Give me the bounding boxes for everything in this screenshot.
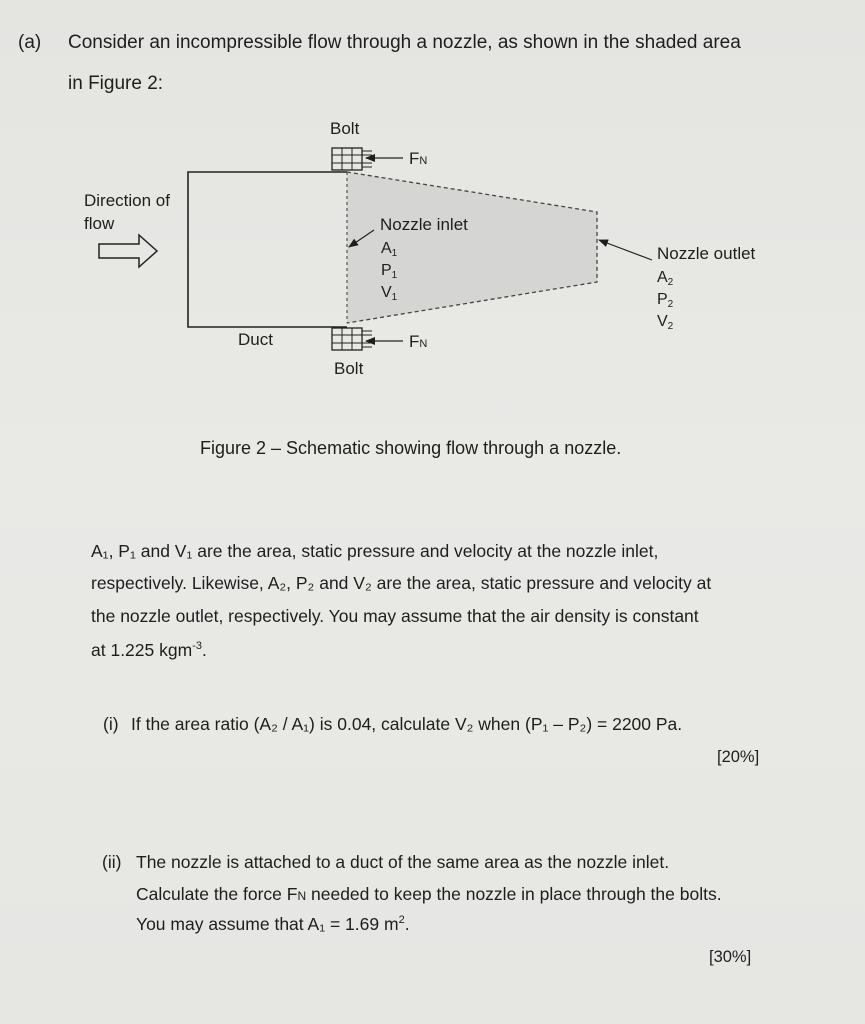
figure-caption: Figure 2 – Schematic showing flow through a nozzle. — [200, 438, 622, 458]
inlet-velocity-label: V1 — [381, 284, 398, 303]
paragraph-line1: A₁, P₁ and V₁ are the area, static pressure and velocity at the nozzle inlet, — [91, 541, 659, 561]
part-ii-line2-rest: needed to keep the nozzle in place through the bolts. — [306, 884, 722, 904]
paragraph-line3: the nozzle outlet, respectively. You may assume that the air density is constant — [91, 606, 699, 626]
part-i-marks: [20%] — [717, 748, 760, 766]
bolt-top-icon — [332, 148, 372, 170]
outlet-pressure-label: P2 — [657, 291, 674, 310]
bolt-top-label: Bolt — [330, 119, 360, 138]
bolt-bottom-icon — [332, 328, 372, 350]
paragraph-density-text: at 1.225 kgm — [91, 640, 193, 660]
nozzle-outlet-label: Nozzle outlet — [657, 244, 756, 263]
nozzle-schematic — [0, 0, 865, 430]
part-ii-line1: The nozzle is attached to a duct of the same area as the nozzle inlet. — [136, 852, 670, 872]
part-ii-label: (ii) — [102, 852, 122, 872]
direction-label-line2: flow — [84, 214, 115, 233]
paragraph-line4 — [91, 640, 207, 661]
inlet-area-label: A1 — [381, 240, 398, 259]
density-unit-exponent: -3 — [192, 640, 202, 653]
outlet-area-label: A2 — [657, 269, 674, 288]
part-ii-line3 — [136, 914, 410, 935]
outlet-pointer-arrow — [599, 240, 652, 260]
question-text-line1: Consider an incompressible flow through a nozzle, as shown in the shaded area — [68, 32, 741, 53]
part-i-text: If the area ratio (A₂ / A₁) is 0.04, calculate V₂ when (P₁ – P₂) = 2200 Pa. — [131, 714, 683, 734]
paragraph-period: . — [201, 640, 207, 660]
bolt-bottom-label: Bolt — [334, 359, 364, 378]
part-ii-line3-text: You may assume that A₁ = 1.69 m — [136, 914, 399, 934]
question-label: (a) — [18, 32, 42, 53]
part-ii-marks: [30%] — [709, 948, 752, 966]
part-i-label: (i) — [103, 714, 119, 734]
area-unit-exponent: 2 — [398, 914, 405, 927]
part-ii-line3-period: . — [404, 914, 410, 934]
question-text-line2: in Figure 2: — [68, 73, 164, 94]
direction-label-line1: Direction of — [84, 191, 170, 210]
part-ii-line2-text: Calculate the force F — [136, 884, 298, 904]
fn-top-label: FN — [409, 149, 428, 168]
part-ii-fn-subscript: N — [297, 889, 307, 903]
inlet-pressure-label: P1 — [381, 262, 398, 281]
duct-label: Duct — [238, 330, 273, 349]
paragraph-line2: respectively. Likewise, A₂, P₂ and V₂ are the area, static pressure and velocity at — [91, 573, 712, 593]
part-ii-line2 — [136, 884, 722, 905]
duct-outline — [188, 172, 347, 327]
nozzle-inlet-label: Nozzle inlet — [380, 215, 468, 234]
outlet-velocity-label: V2 — [657, 313, 674, 332]
flow-direction-arrow-icon — [99, 235, 157, 267]
fn-bottom-label: FN — [409, 332, 428, 351]
